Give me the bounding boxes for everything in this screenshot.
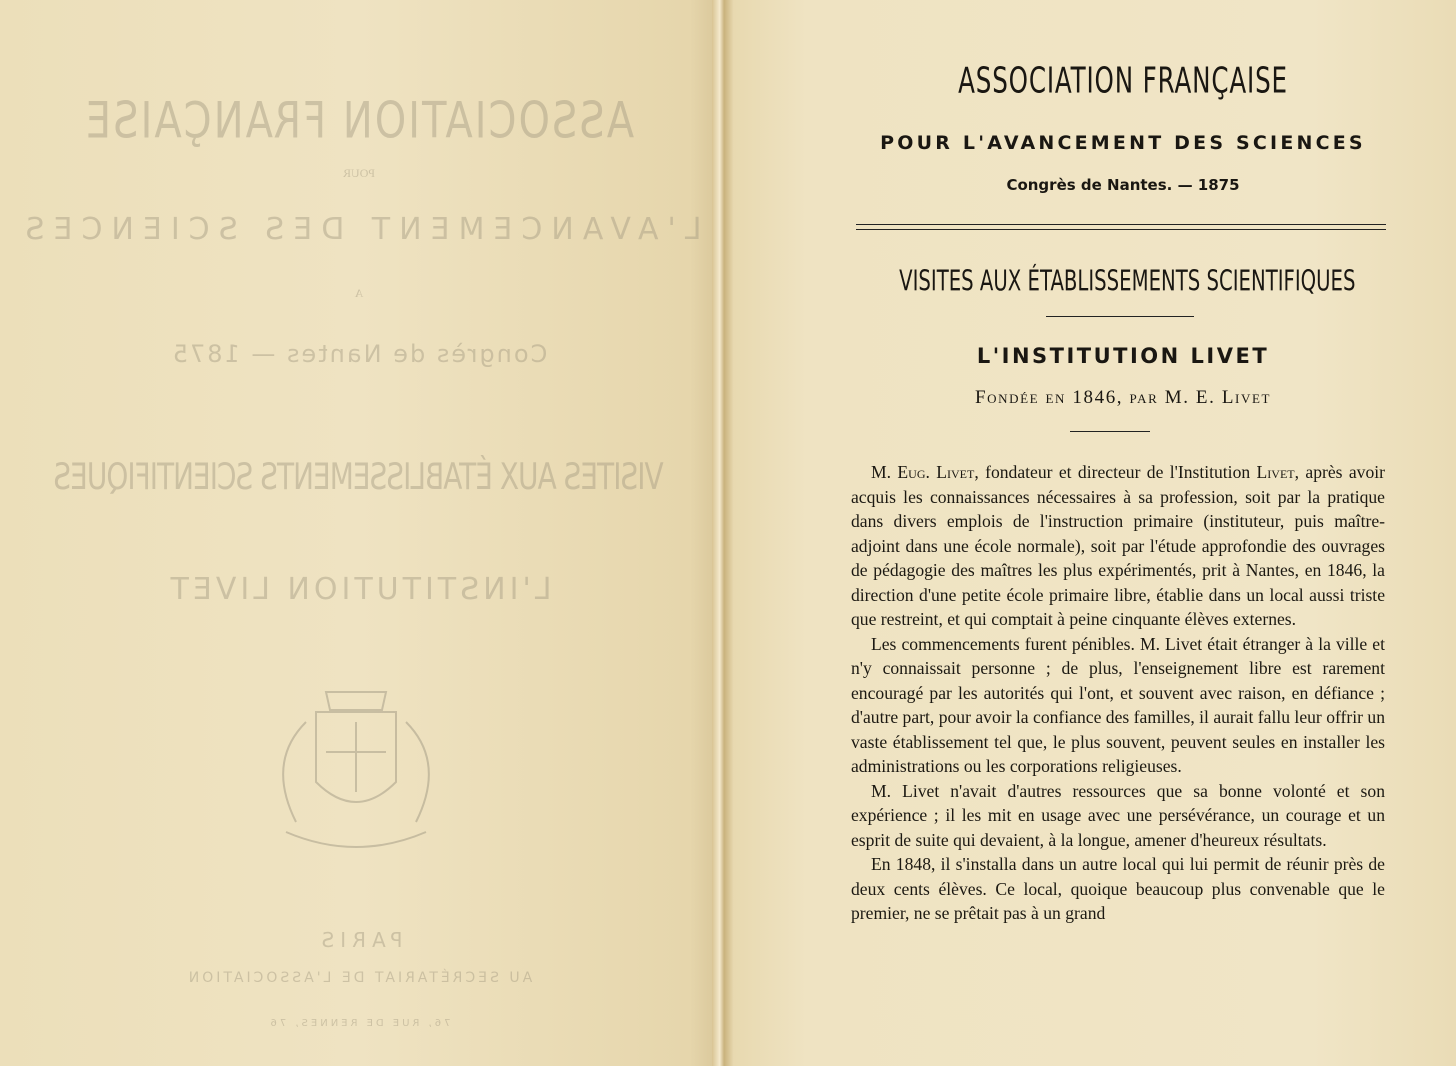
congres-line: Congrès de Nantes. — 1875	[1006, 176, 1240, 194]
association-title: ASSOCIATION FRANÇAISE	[958, 60, 1288, 102]
paragraph-4: En 1848, il s'installa dans un autre local qui lui permit de réunir près de deux cents élèves. Ce local, quoique beaucoup plus convenable que le premier, ne se prêtait pas à un grand	[851, 854, 1385, 923]
foundation-line: Fondée en 1846, par M. E. Livet	[974, 387, 1272, 408]
ghost-secretariat: AU SECRÉTARIAT DE L'ASSOCIATION	[185, 970, 533, 986]
ghost-pour: POUR	[343, 166, 376, 180]
p1-lead: M.	[871, 462, 892, 482]
ghost-a: A	[354, 286, 364, 300]
double-rule	[856, 224, 1386, 230]
institution-heading: L'INSTITUTION LIVET	[976, 344, 1270, 368]
p1-name2: Livet	[1256, 462, 1295, 482]
p1-text: , après avoir acquis les connaissances nécessaires à sa profession, soit par la pratique dans divers emplois de l'instruction primaire (instituteur, puis maître-adjoint dans une école normale), soit par l'étude approfondie des ouvrages de pédagogie des maîtres les plus expérimentés, prit à Nantes, en 1846, la direction d'une petite école primaire libre, établie dans un local aussi triste que restreint, et qui comptait à peine cinquante élèves externes.	[851, 462, 1386, 629]
paragraph-3: M. Livet n'avait d'autres ressources que sa bonne volonté et son expérience ; il les mit en usage avec une persévérance, un courage et un esprit de suite qui devaient, à la longue, amener d'heureux résultats.	[851, 780, 1385, 850]
bleed-through-cover	[0, 0, 718, 1066]
p1-name: Eug. Livet	[897, 462, 975, 482]
paragraph-1	[851, 460, 1385, 632]
p1-mid: , fondateur et directeur de l'Institution	[974, 462, 1251, 482]
crest-emblem-icon	[246, 672, 466, 852]
short-rule-2	[1070, 431, 1150, 432]
short-rule	[1046, 316, 1194, 317]
ghost-visites: VISITES AUX ÉTABLISSEMENTS SCIENTIFIQUES	[54, 455, 664, 498]
ghost-avancement: L'AVANCEMENT DES SCIENCES	[16, 212, 702, 247]
ghost-title: ASSOCIATION FRANÇAISE	[83, 92, 635, 150]
paragraph-2: Les commencements furent pénibles. M. Livet était étranger à la ville et n'y connaissait personne ; de plus, l'enseignement libre est rarement encouragé par les autorités qui l'ont, et souvent avec raison, en défiance ; d'autre part, pour avoir la confiance des familles, il aurait fallu leur offrir un vaste établissement tel que, le plus souvent, peuvent seules en installer les administrations ou les corporations religieuses.	[851, 633, 1385, 776]
ghost-rue: 76, RUE DE RENNES, 76	[267, 1018, 451, 1029]
ghost-paris: PARIS	[315, 928, 403, 952]
page-fold	[712, 0, 734, 1066]
ghost-institution: L'INSTITUTION LIVET	[166, 572, 552, 607]
left-page	[0, 0, 718, 1066]
ghost-congres: Congrès de Nantes — 1875	[170, 340, 548, 368]
section-title: VISITES AUX ÉTABLISSEMENTS SCIENTIFIQUES	[899, 264, 1356, 298]
article-body	[851, 460, 1385, 926]
association-subtitle: POUR L'AVANCEMENT DES SCIENCES	[880, 132, 1366, 154]
